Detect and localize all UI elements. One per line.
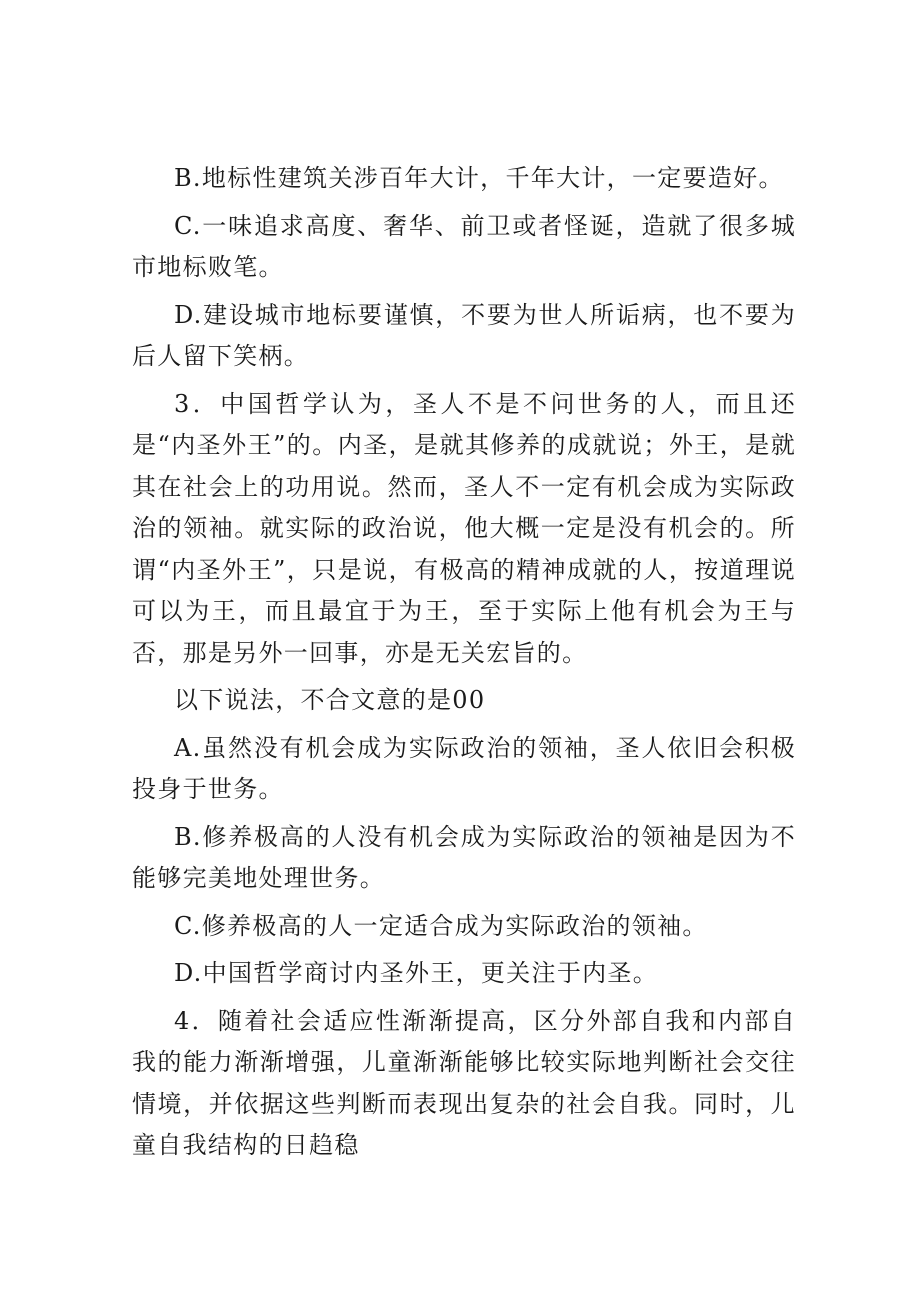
question-3-option-b: B.修养极高的人没有机会成为实际政治的领袖是因为不能够完美地处理世务。 <box>132 822 796 892</box>
question-3-option-d: D.中国哲学商讨内圣外王，更关注于内圣。 <box>174 959 659 987</box>
question-3-passage: 3．中国哲学认为，圣人不是不问世务的人，而且还是“内圣外王”的。内圣，是就其修养的成就说；外王，是就其在社会上的功用说。然而，圣人不一定有机会成为实际政治的领袖。就实际的政治说，他大概一定是没有机会的。所谓“内圣外王”，只是说，有极高的精神成就的人，按道理说可以为王，而且最宜于为王，至于实际上他有机会为王与否，那是另外一回事，亦是无关宏旨的。 <box>132 389 796 667</box>
question-3-prompt: 以下说法，不合文意的是00 <box>174 686 486 714</box>
option-c-landmark: C.一味追求高度、奢华、前卫或者怪诞，造就了很多城市地标败笔。 <box>132 211 796 281</box>
option-d-landmark: D.建设城市地标要谨慎，不要为世人所诟病，也不要为后人留下笑柄。 <box>132 300 796 370</box>
question-4-passage: 4．随着社会适应性渐渐提高，区分外部自我和内部自我的能力渐渐增强，儿童渐渐能够比较实际地判断社会交往情境，并依据这些判断而表现出复杂的社会自我。同时，儿童自我结构的日趋稳 <box>132 1006 796 1159</box>
question-3-option-c: C.修养极高的人一定适合成为实际政治的领袖。 <box>174 911 708 940</box>
document-body <box>132 158 796 1167</box>
option-b-landmark: B.地标性建筑关涉百年大计，千年大计，一定要造好。 <box>174 164 784 192</box>
question-3-option-a: A.虽然没有机会成为实际政治的领袖，圣人依旧会积极投身于世务。 <box>132 733 796 803</box>
